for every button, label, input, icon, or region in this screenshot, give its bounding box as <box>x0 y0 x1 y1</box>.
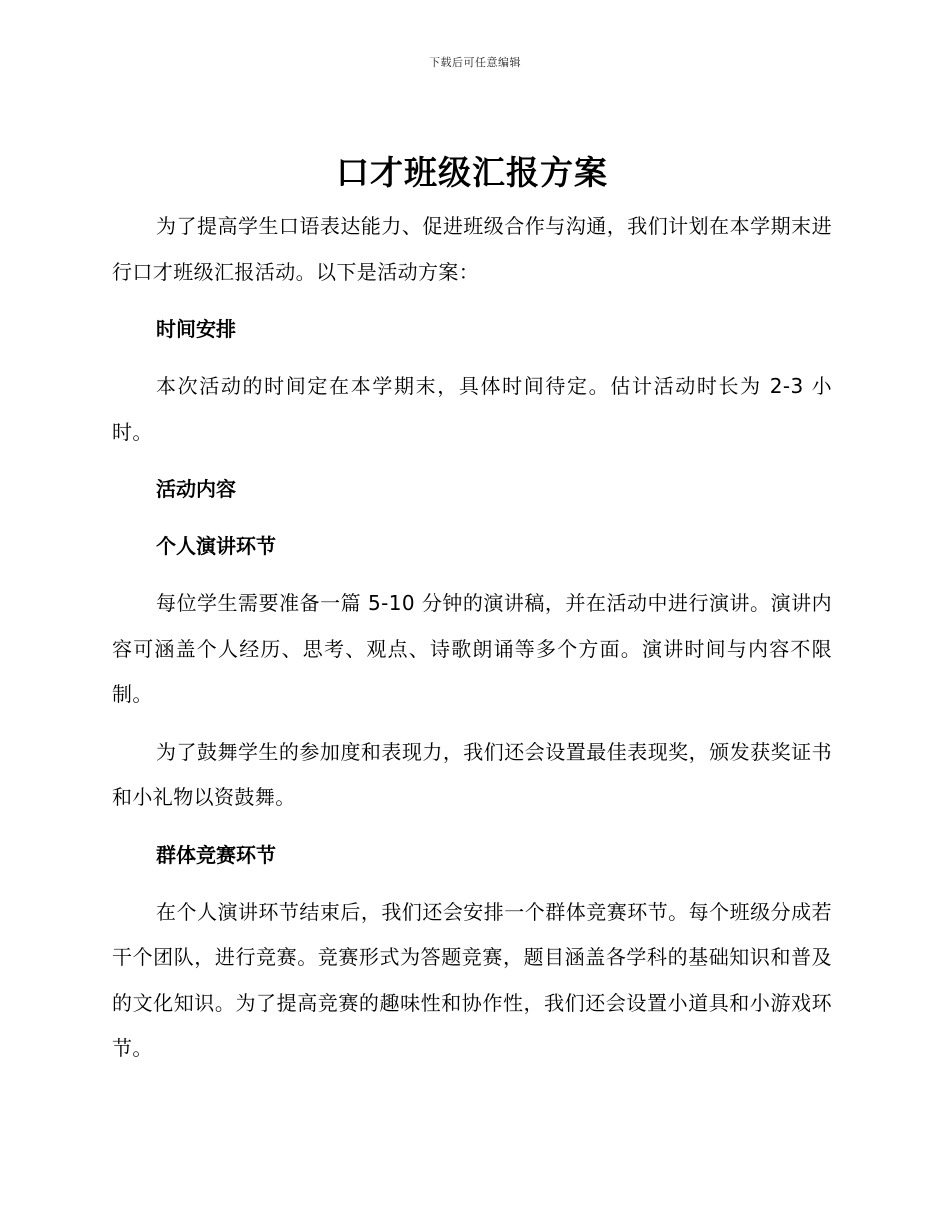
section-heading-time: 时间安排 <box>156 317 236 341</box>
section-heading-group: 群体竞赛环节 <box>156 842 276 867</box>
document-title: 口才班级汇报方案 <box>336 153 608 192</box>
speech-paragraph-1: 每位学生需要准备一篇 5-10 分钟的演讲稿，并在活动中进行演讲。演讲内容可涵盖个人经历、思考、观点、诗歌朗诵等多个方面。演讲时间与内容不限制。 <box>112 591 832 706</box>
group-paragraph: 在个人演讲环节结束后，我们还会安排一个群体竞赛环节。每个班级分成若干个团队，进行竞赛。竞赛形式为答题竞赛，题目涵盖各学科的基础知识和普及的文化知识。为了提高竞赛的趣味性和协作性，我们还会设置小道具和小游戏环节。 <box>112 899 832 1060</box>
time-paragraph: 本次活动的时间定在本学期末，具体时间待定。估计活动时长为 2-3 小时。 <box>112 374 832 444</box>
page-header: 下载后可任意编辑 <box>429 56 521 69</box>
intro-paragraph: 为了提高学生口语表达能力、促进班级合作与沟通，我们计划在本学期末进行口才班级汇报活动。以下是活动方案： <box>112 214 832 284</box>
section-heading-speech: 个人演讲环节 <box>156 534 276 558</box>
section-heading-content: 活动内容 <box>156 477 236 501</box>
speech-paragraph-2: 为了鼓舞学生的参加度和表现力，我们还会设置最佳表现奖，颁发获奖证书和小礼物以资鼓舞。 <box>112 739 832 809</box>
document-body <box>112 148 832 1084</box>
